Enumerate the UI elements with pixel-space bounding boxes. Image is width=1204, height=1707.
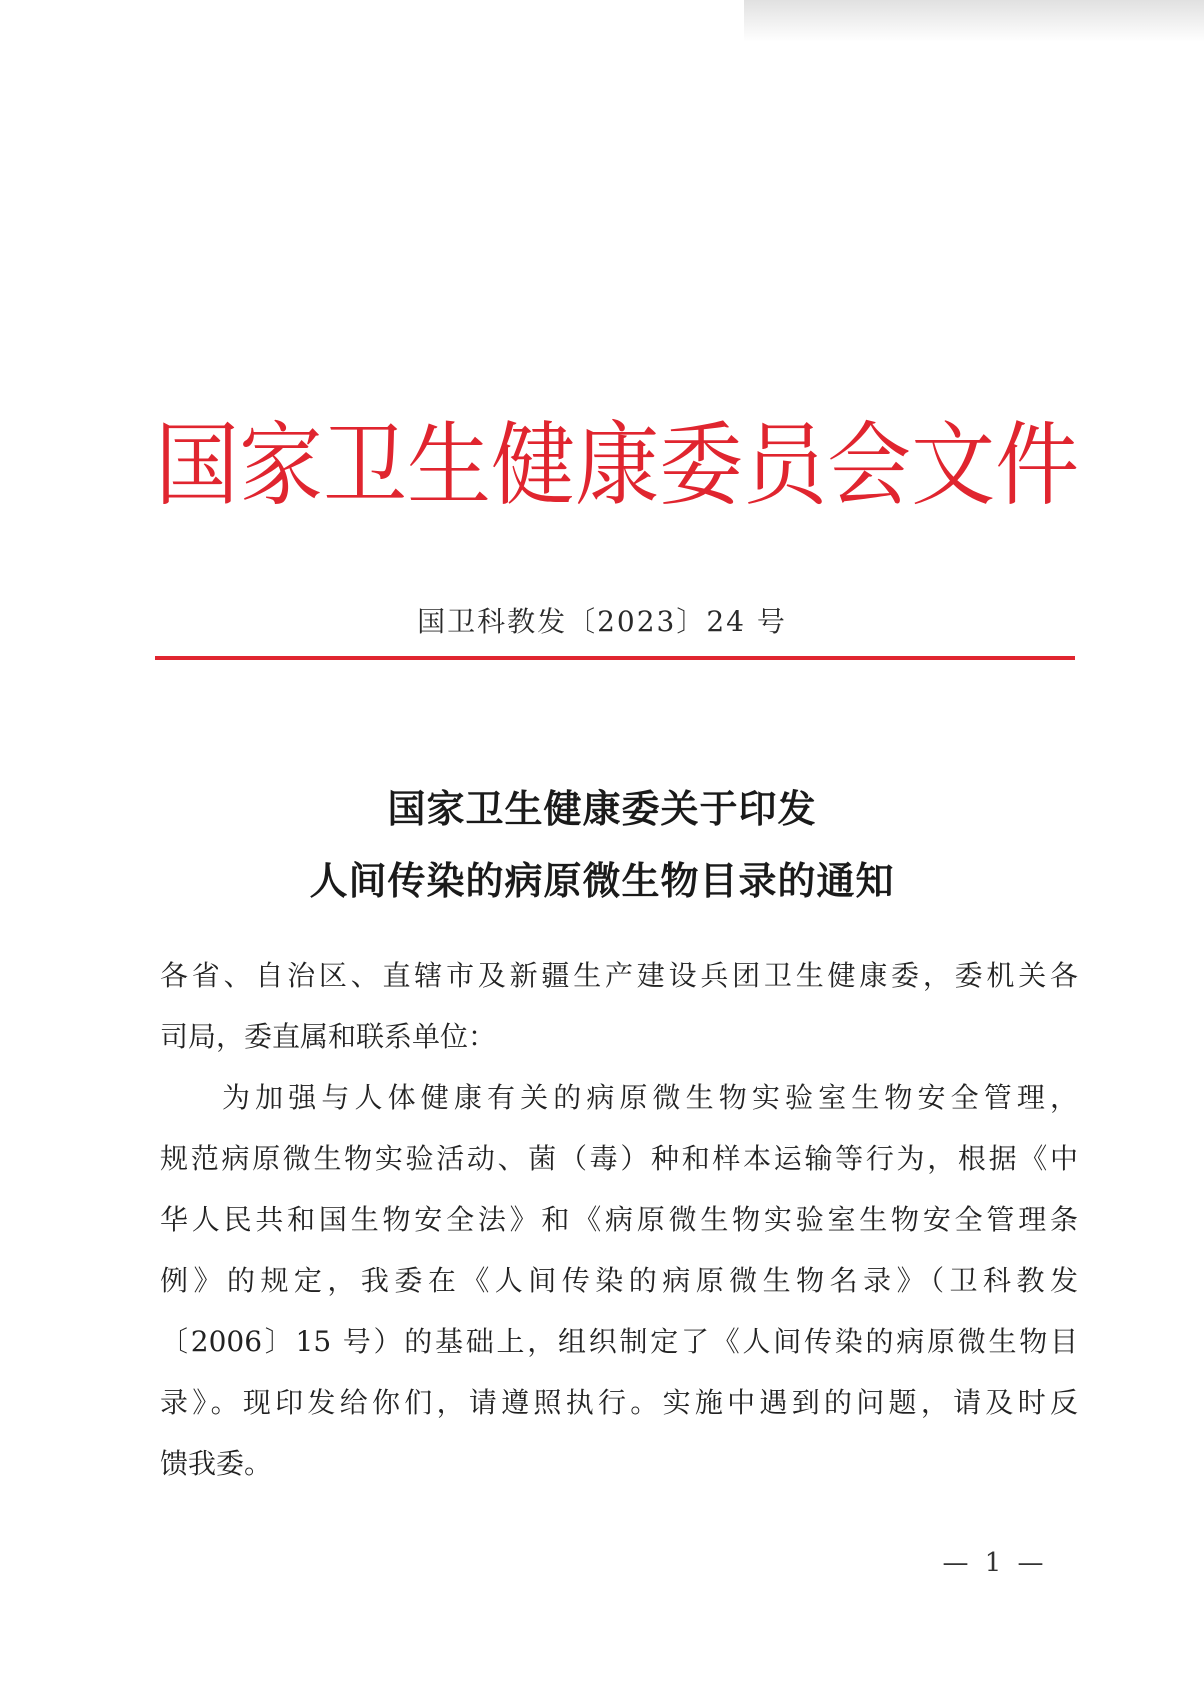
masthead-char: 员	[743, 412, 828, 518]
addressee-line-2: 司局，委直属和联系单位：	[160, 1020, 497, 1053]
masthead-char: 文	[911, 412, 996, 518]
masthead-char: 卫	[323, 412, 408, 518]
body-line: 录》。现印发给你们，请遵照执行。实施中遇到的问题，请及时反	[160, 1386, 1078, 1419]
document-title-line-1: 国家卫生健康委关于印发	[387, 786, 817, 831]
masthead-char: 会	[827, 412, 912, 518]
scan-edge-shadow	[744, 0, 1204, 42]
body-line: 规范病原微生物实验活动、菌（毒）种和样本运输等行为，根据《中	[160, 1142, 1078, 1175]
body-line: 为加强与人体健康有关的病原微生物实验室生物安全管理，	[222, 1081, 1078, 1114]
document-masthead	[155, 400, 1080, 530]
document-title-line-2: 人间传染的病原微生物目录的通知	[309, 858, 895, 903]
addressee-line-1: 各省、自治区、直辖市及新疆生产建设兵团卫生健康委，委机关各	[160, 959, 1078, 992]
page-number: — 1 —	[942, 1548, 1048, 1578]
masthead-char: 件	[995, 412, 1080, 518]
document-number: 国卫科教发〔2023〕24 号	[417, 605, 787, 638]
body-line: 华人民共和国生物安全法》和《病原微生物实验室生物安全管理条	[160, 1203, 1078, 1236]
red-divider-rule	[155, 656, 1075, 660]
masthead-char: 家	[239, 412, 324, 518]
masthead-char: 健	[491, 412, 576, 518]
masthead-char: 生	[407, 412, 492, 518]
body-line: 〔2006〕15 号）的基础上，组织制定了《人间传染的病原微生物目	[160, 1325, 1078, 1358]
masthead-char: 康	[575, 412, 660, 518]
masthead-char: 委	[659, 412, 744, 518]
body-line: 馈我委。	[160, 1447, 273, 1480]
body-line: 例》的规定，我委在《人间传染的病原微生物名录》（卫科教发	[160, 1264, 1078, 1297]
masthead-char: 国	[155, 412, 240, 518]
